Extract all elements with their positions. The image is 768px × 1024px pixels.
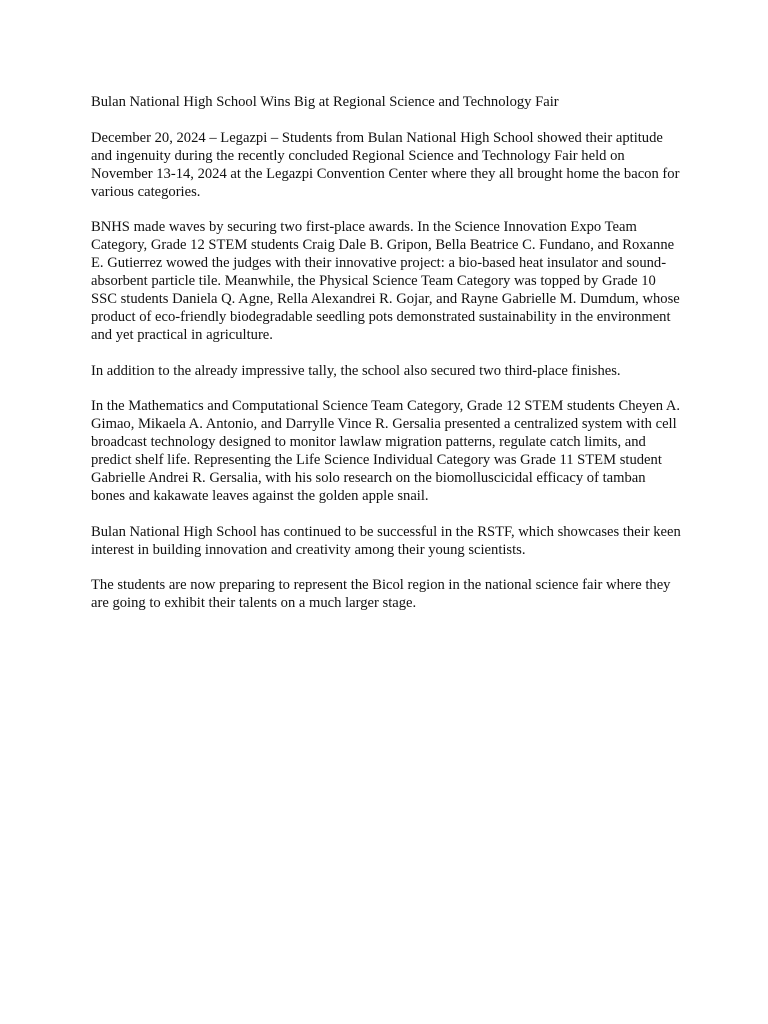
paragraph-dateline: December 20, 2024 – Legazpi – Students from Bulan National High School showed their aptitude and ingenuity during the recently concluded Regional Science and Technology Fair held on November 13-14, 2024 at the Legazpi Convention Center where they all brought home the bacon for various categories. — [91, 129, 680, 200]
paragraph-rstf-success: Bulan National High School has continued to be successful in the RSTF, which showcases their keen interest in building innovation and creativity among their young scientists. — [91, 523, 681, 558]
article-title: Bulan National High School Wins Big at Regional Science and Technology Fair — [91, 94, 559, 110]
document-body — [91, 94, 683, 631]
paragraph-first-place-awards: BNHS made waves by securing two first-place awards. In the Science Innovation Expo Team Category, Grade 12 STEM students Craig Dale B. Gripon, Bella Beatrice C. Fundano, and Roxanne E. Gutierrez wowed the judges with their innovative project: a bio-based heat insulator and sound-absorbent particle tile. Meanwhile, the Physical Science Team Category was topped by Grade 10 SSC students Daniela Q. Agne, Rella Alexandrei R. Gojar, and Rayne Gabrielle M. Dumdum, whose product of eco-friendly biodegradable seedling pots demonstrated sustainability in the environment and yet practical in agriculture. — [91, 219, 680, 343]
paragraph-third-place-details: In the Mathematics and Computational Science Team Category, Grade 12 STEM students Cheyen A. Gimao, Mikaela A. Antonio, and Darrylle Vince R. Gersalia presented a centralized system with cell broadcast technology designed to monitor lawlaw migration patterns, regulate catch limits, and predict shelf life. Representing the Life Science Individual Category was Grade 11 STEM student Gabrielle Andrei R. Gersalia, with his solo research on the biomolluscicidal efficacy of tamban bones and kakawate leaves against the golden apple snail. — [91, 398, 681, 504]
paragraph-third-place-summary: In addition to the already impressive tally, the school also secured two third-place finishes. — [91, 362, 621, 379]
paragraph-national-fair: The students are now preparing to represent the Bicol region in the national science fair where they are going to exhibit their talents on a much larger stage. — [91, 577, 671, 612]
